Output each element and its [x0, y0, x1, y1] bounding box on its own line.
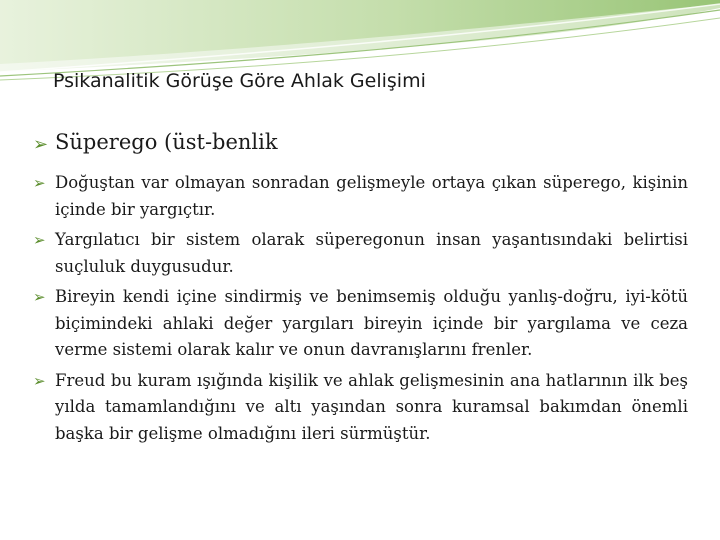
list-item-text: Doğuştan var olmayan sonradan gelişmeyle ortaya çıkan süperego, kişinin içinde bir yargıçtır.: [55, 173, 688, 219]
section-heading: [33, 130, 688, 160]
list-item-text: Bireyin kendi içine sindirmiş ve benimsemiş olduğu yanlış-doğru, iyi-kötü biçimindeki ahlaki değer yargıları bireyin içinde bir yargılama ve ceza verme sistemi olarak kalır ve onun davranışlarını frenler.: [55, 287, 688, 359]
list-item-text: Yargılatıcı bir sistem olarak süperegonun insan yaşantısındaki belirtisi suçluluk duygusudur.: [55, 230, 688, 276]
list-item: [33, 368, 688, 448]
list-item-text: Freud bu kuram ışığında kişilik ve ahlak gelişmesinin ana hatlarının ilk beş yılda tamamlandığını ve altı yaşından sonra kuramsal bakımdan önemli başka bir gelişme olmadığını ileri sürmüştür.: [55, 370, 688, 443]
arrow-bullet-icon: ➢: [33, 288, 46, 306]
arrow-bullet-icon: ➢: [33, 174, 46, 192]
section-heading-text: Süperego (üst-benlik: [55, 130, 278, 154]
slide-content: [33, 130, 688, 451]
arrow-bullet-icon: ➢: [33, 231, 46, 249]
slide-title: Psikanalitik Görüşe Göre Ahlak Gelişimi: [53, 70, 426, 92]
list-item: [33, 227, 688, 280]
list-item: [33, 284, 688, 364]
arrow-bullet-icon: ➢: [33, 134, 49, 155]
arrow-bullet-icon: ➢: [33, 371, 46, 390]
list-item: [33, 170, 688, 223]
